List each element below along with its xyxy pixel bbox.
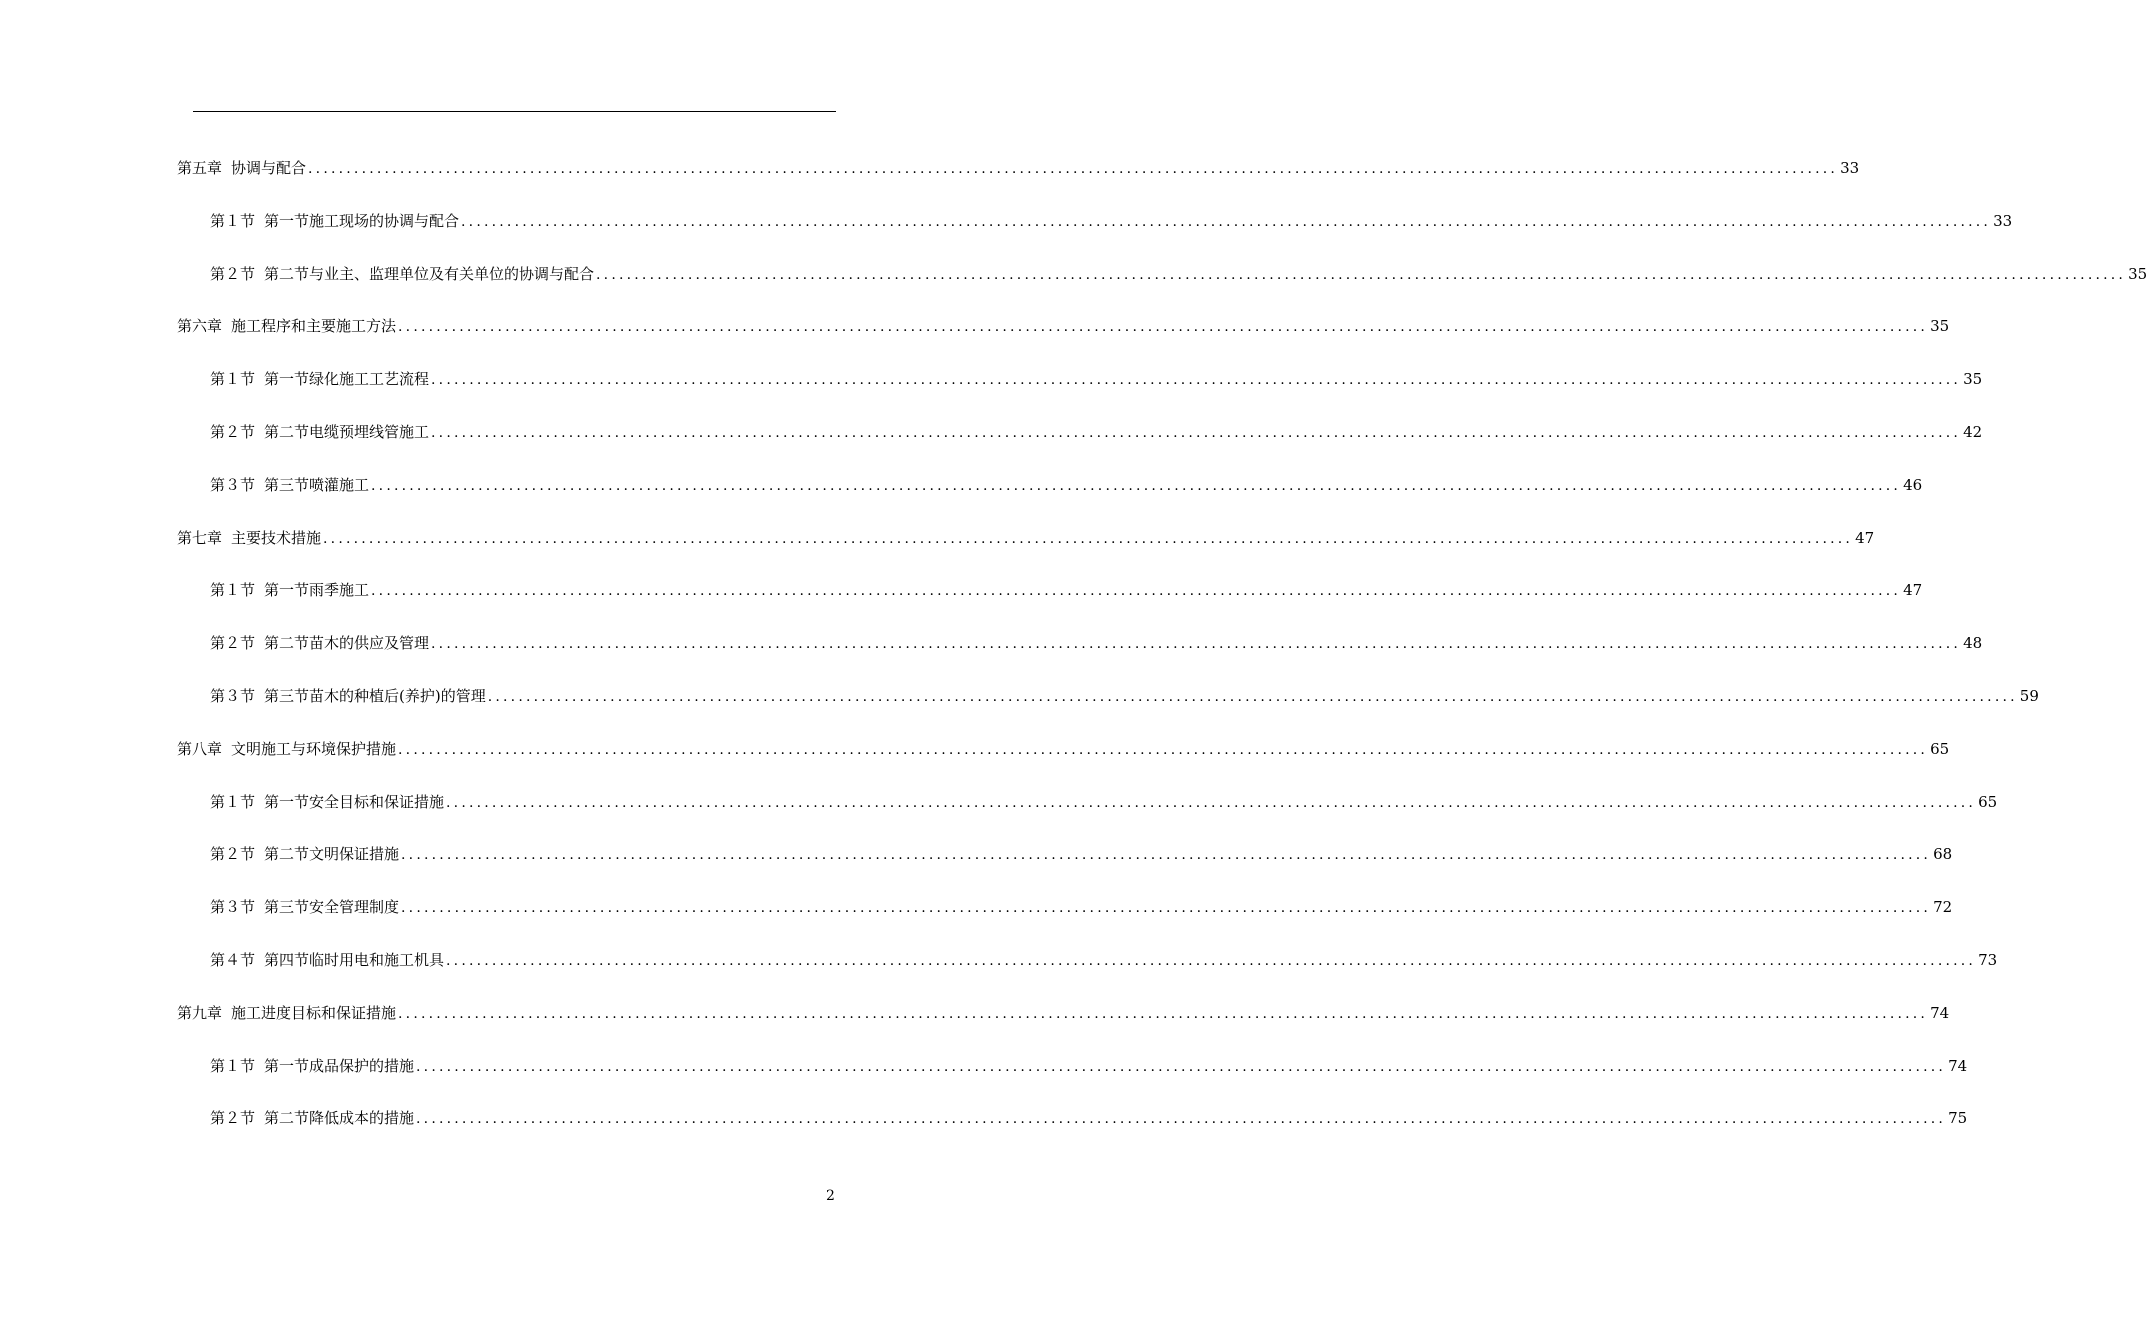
toc-dot-leader: ........................................................................................................................................................................................................ [371,583,1902,600]
toc-dot-leader: ........................................................................................................................................................................................................ [308,161,1839,177]
toc-entry-title: 第二节苗木的供应及管理 [264,634,430,653]
toc-entry-label: 第五章 [177,159,223,177]
toc-section-entry[interactable] [210,788,1998,816]
header-rule [193,111,836,112]
toc-dot-leader: ........................................................................................................................................................................................................ [398,741,1929,758]
toc-entry-page-number: 46 [1903,475,1923,494]
toc-entry-label: 第１节 [210,370,256,389]
toc-entry-page-number: 65 [1978,792,1998,811]
toc-dot-leader: ........................................................................................................................................................................................................ [446,953,1977,969]
toc-chapter-entry[interactable] [177,154,1860,182]
toc-section-entry[interactable] [210,471,1923,499]
toc-entry-title: 第二节与业主、监理单位及有关单位的协调与配合 [264,264,595,283]
toc-entry-label: 第３节 [210,475,256,494]
toc-entry-page-number: 35 [1930,317,1950,336]
toc-dot-leader: ........................................................................................................................................................................................................ [416,1111,1947,1128]
toc-entry-page-number: 33 [1840,159,1860,177]
toc-entry-page-number: 73 [1978,951,1998,969]
toc-section-entry[interactable] [210,1052,1968,1080]
toc-entry-page-number: 35 [2128,264,2147,283]
toc-section-entry[interactable] [210,418,1983,446]
toc-section-entry[interactable] [210,946,1998,974]
toc-dot-leader: ........................................................................................................................................................................................................ [431,636,1962,653]
toc-entry-title: 第二节电缆预埋线管施工 [264,423,430,441]
toc-section-entry[interactable] [210,207,2013,235]
toc-dot-leader: ........................................................................................................................................................................................................ [371,477,1902,494]
toc-dot-leader: ........................................................................................................................................................................................................ [487,689,2018,705]
toc-chapter-entry[interactable] [177,735,1950,763]
toc-entry-page-number: 74 [1930,1003,1950,1022]
toc-entry-title: 第一节成品保护的措施 [264,1056,415,1075]
toc-dot-leader: ........................................................................................................................................................................................................ [461,213,1992,230]
toc-section-entry[interactable] [210,893,1953,921]
toc-dot-leader: ........................................................................................................................................................................................................ [398,1005,1929,1022]
toc-dot-leader: ........................................................................................................................................................................................................ [401,847,1932,864]
toc-entry-label: 第八章 [177,739,223,758]
toc-entry-page-number: 72 [1933,898,1953,917]
toc-entry-label: 第七章 [177,528,223,547]
toc-dot-leader: ........................................................................................................................................................................................................ [401,900,1932,917]
toc-entry-title: 文明施工与环境保护措施 [231,739,397,758]
toc-chapter-entry[interactable] [177,524,1875,552]
toc-dot-leader: ........................................................................................................................................................................................................ [416,1058,1947,1075]
toc-entry-title: 施工进度目标和保证措施 [231,1003,397,1022]
toc-entry-label: 第２节 [210,634,256,653]
toc-entry-label: 第１节 [210,211,256,230]
toc-entry-label: 第九章 [177,1003,223,1022]
toc-entry-label: 第２节 [210,845,256,864]
toc-dot-leader: ........................................................................................................................................................................................................ [398,319,1929,336]
toc-entry-title: 第三节苗木的种植后(养护)的管理 [264,687,486,705]
toc-dot-leader: ........................................................................................................................................................................................................ [431,425,1962,441]
toc-entry-title: 第一节绿化施工工艺流程 [264,370,430,389]
toc-entry-page-number: 74 [1948,1056,1968,1075]
toc-entry-title: 第一节施工现场的协调与配合 [264,211,460,230]
toc-entry-page-number: 42 [1963,423,1983,441]
toc-entry-title: 施工程序和主要施工方法 [231,317,397,336]
toc-entry-page-number: 65 [1930,739,1950,758]
toc-entry-label: 第４节 [210,951,256,969]
toc-chapter-entry[interactable] [177,999,1950,1027]
toc-entry-page-number: 75 [1948,1109,1968,1128]
toc-section-entry[interactable] [210,1104,1968,1132]
toc-entry-label: 第３节 [210,898,256,917]
toc-entry-title: 第一节雨季施工 [264,581,370,600]
toc-section-entry[interactable] [210,682,2039,710]
toc-entry-label: 第２节 [210,423,256,441]
toc-entry-page-number: 48 [1963,634,1983,653]
toc-entry-label: 第３节 [210,687,256,705]
toc-entry-title: 第三节安全管理制度 [264,898,400,917]
toc-entry-title: 第四节临时用电和施工机具 [264,951,445,969]
toc-entry-title: 协调与配合 [231,159,307,177]
toc-section-entry[interactable] [210,260,2147,288]
toc-section-entry[interactable] [210,840,1953,868]
toc-section-entry[interactable] [210,576,1923,604]
toc-entry-page-number: 33 [1993,211,2013,230]
toc-entry-label: 第１节 [210,1056,256,1075]
toc-dot-leader: ........................................................................................................................................................................................................ [431,372,1962,389]
toc-entry-label: 第六章 [177,317,223,336]
toc-dot-leader: ........................................................................................................................................................................................................ [323,530,1854,547]
page-number: 2 [826,1188,835,1204]
toc-entry-title: 第一节安全目标和保证措施 [264,792,445,811]
toc-entry-page-number: 59 [2019,687,2039,705]
toc-entry-page-number: 35 [1963,370,1983,389]
toc-chapter-entry[interactable] [177,312,1950,340]
toc-entry-page-number: 47 [1855,528,1875,547]
toc-section-entry[interactable] [210,629,1983,657]
toc-entry-title: 主要技术措施 [231,528,322,547]
toc-entry-page-number: 47 [1903,581,1923,600]
toc-entry-label: 第２节 [210,1109,256,1128]
toc-entry-label: 第１节 [210,792,256,811]
toc-entry-title: 第二节降低成本的措施 [264,1109,415,1128]
toc-dot-leader: ........................................................................................................................................................................................................ [446,794,1977,811]
toc-entry-page-number: 68 [1933,845,1953,864]
toc-dot-leader: ........................................................................................................................................................................................................ [596,266,2127,283]
toc-entry-label: 第２节 [210,264,256,283]
toc-entry-title: 第二节文明保证措施 [264,845,400,864]
toc-entry-title: 第三节喷灌施工 [264,475,370,494]
toc-section-entry[interactable] [210,365,1983,393]
toc-entry-label: 第１节 [210,581,256,600]
